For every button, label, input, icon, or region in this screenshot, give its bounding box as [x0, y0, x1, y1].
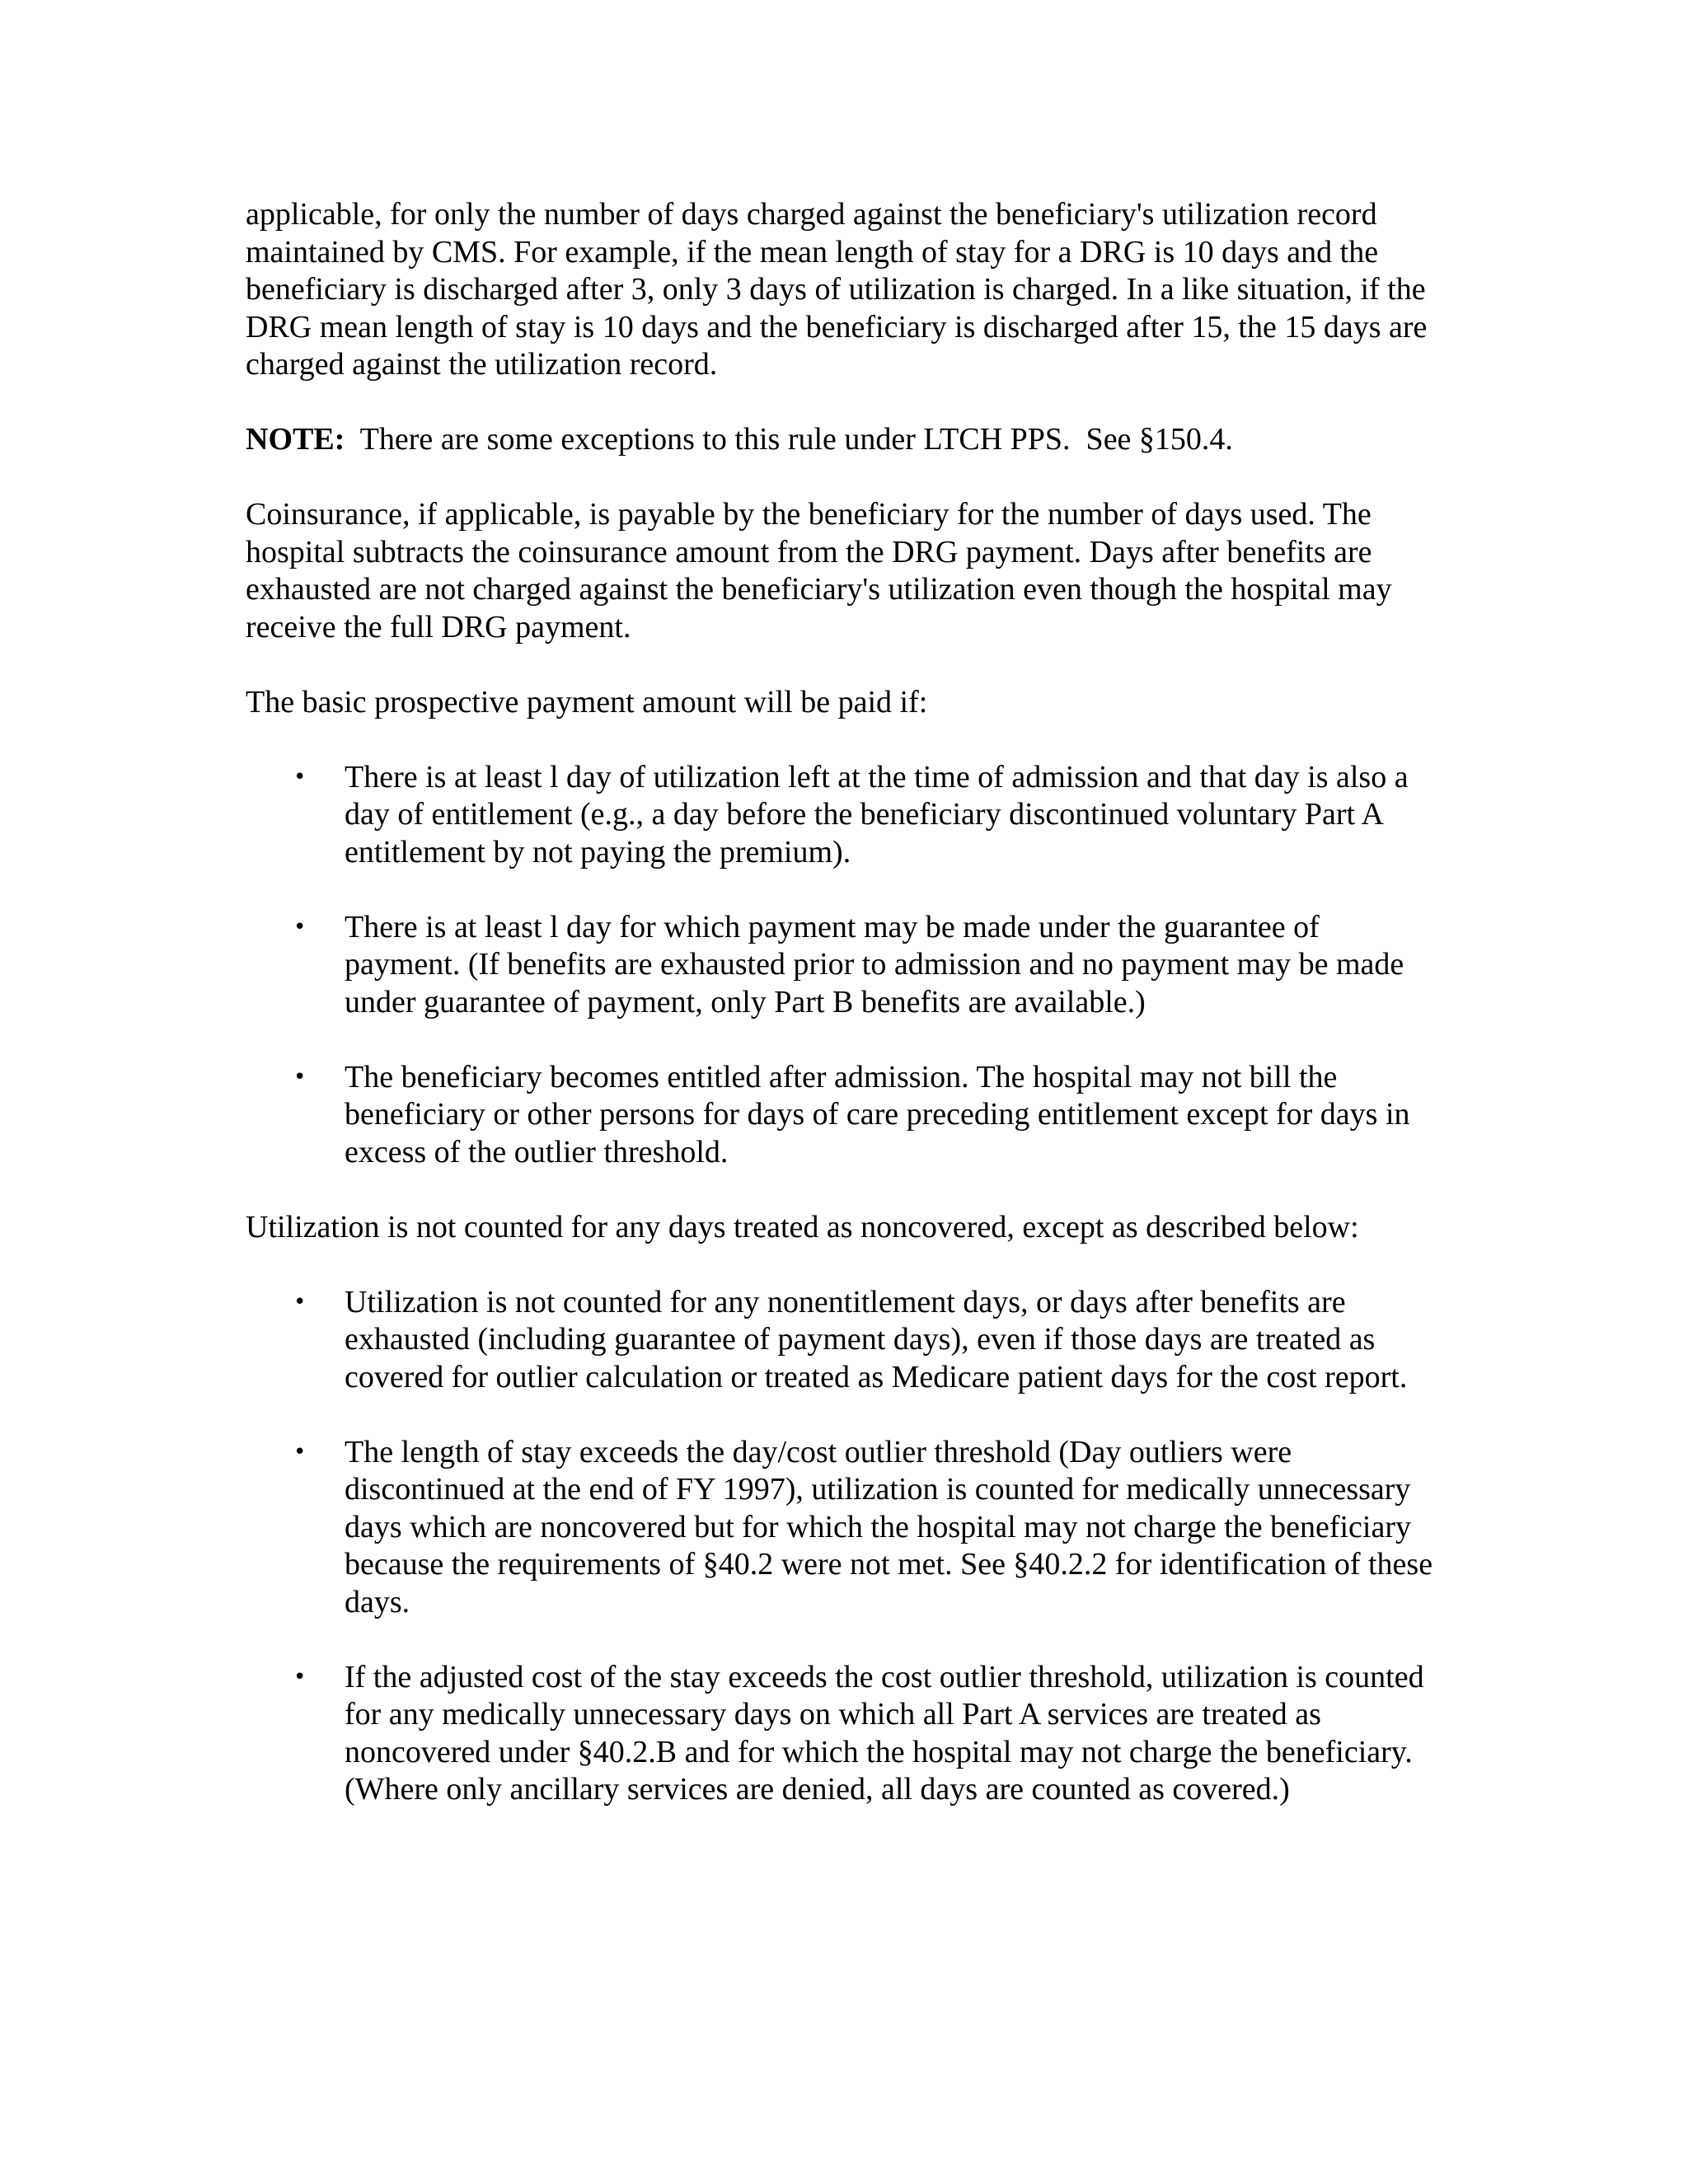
paragraph-coinsurance: Coinsurance, if applicable, is payable by the beneficiary for the number of days used. The hospital subtracts the coinsurance amount from the DRG payment. Days after benefits are exhausted are not charged against the beneficiary's utilization even though the hospital may receive the full DRG payment. — [246, 497, 1392, 644]
list-item-text: The beneficiary becomes entitled after admission. The hospital may not bill the beneficiary or other persons for days of care preceding entitlement except for days in excess of the outlier threshold. — [345, 1059, 1410, 1169]
list-item — [246, 1434, 1442, 1622]
bullet-icon: • — [293, 1664, 307, 1690]
utilization-exceptions-list — [246, 1284, 1442, 1809]
paragraph-utilization-charging: applicable, for only the number of days charged against the beneficiary's utilization record maintained by CMS. For example, if the mean length of stay for a DRG is 10 days and the beneficiary is discharged after 3, only 3 days of utilization is charged. In a like situation, if the DRG mean length of stay is 10 days and the beneficiary is discharged after 15, the 15 days are charged against the utilization record. — [246, 197, 1428, 382]
bullet-icon: • — [293, 1064, 307, 1090]
list-item — [246, 1659, 1442, 1809]
list-item-text: Utilization is not counted for any nonentitlement days, or days after benefits are exhausted (including guarantee of payment days), even if those days are treated as covered for outlier calculation or treated as Medicare patient days for the cost report. — [345, 1284, 1408, 1394]
paragraph-basic-payment-intro: The basic prospective payment amount will be paid if: — [246, 684, 928, 719]
note-paragraph — [246, 421, 1442, 459]
bullet-icon: • — [293, 1289, 307, 1315]
list-item — [246, 1284, 1442, 1397]
note-text: There are some exceptions to this rule under LTCH PPS. See §150.4. — [345, 422, 1233, 457]
list-item-text: There is at least l day for which payment may be made under the guarantee of payment. (If benefits are exhausted prior to admission and no payment may be made under guarantee of payment, only Part B benefits are available.) — [345, 909, 1404, 1019]
list-item-text: There is at least l day of utilization left at the time of admission and that day is also a day of entitlement (e.g., a day before the beneficiary discontinued voluntary Part A entitlement by not paying the premium). — [345, 759, 1409, 869]
paragraph-utilization-noncovered: Utilization is not counted for any days treated as noncovered, except as described below: — [246, 1209, 1359, 1244]
bullet-icon: • — [293, 1439, 307, 1465]
page-content — [246, 196, 1442, 1846]
basic-payment-conditions-list — [246, 759, 1442, 1172]
list-item — [246, 909, 1442, 1022]
list-item-text: The length of stay exceeds the day/cost outlier threshold (Day outliers were discontinued at the end of FY 1997), utilization is counted for medically unnecessary days which are noncovered but for which the hospital may not charge the beneficiary because the requirements of §40.2 were not met. See §40.2.2 for identification of these days. — [345, 1434, 1433, 1619]
list-item — [246, 759, 1442, 872]
bullet-icon: • — [293, 914, 307, 940]
bullet-icon: • — [293, 764, 307, 790]
list-item-text: If the adjusted cost of the stay exceeds the cost outlier threshold, utilization is counted for any medically unnecessary days on which all Part A services are treated as noncovered under §40.2.B and for which the hospital may not charge the beneficiary. (Where only ancillary services are denied, all days are counted as covered.) — [345, 1659, 1424, 1807]
note-label: NOTE: — [246, 422, 345, 457]
list-item — [246, 1059, 1442, 1172]
